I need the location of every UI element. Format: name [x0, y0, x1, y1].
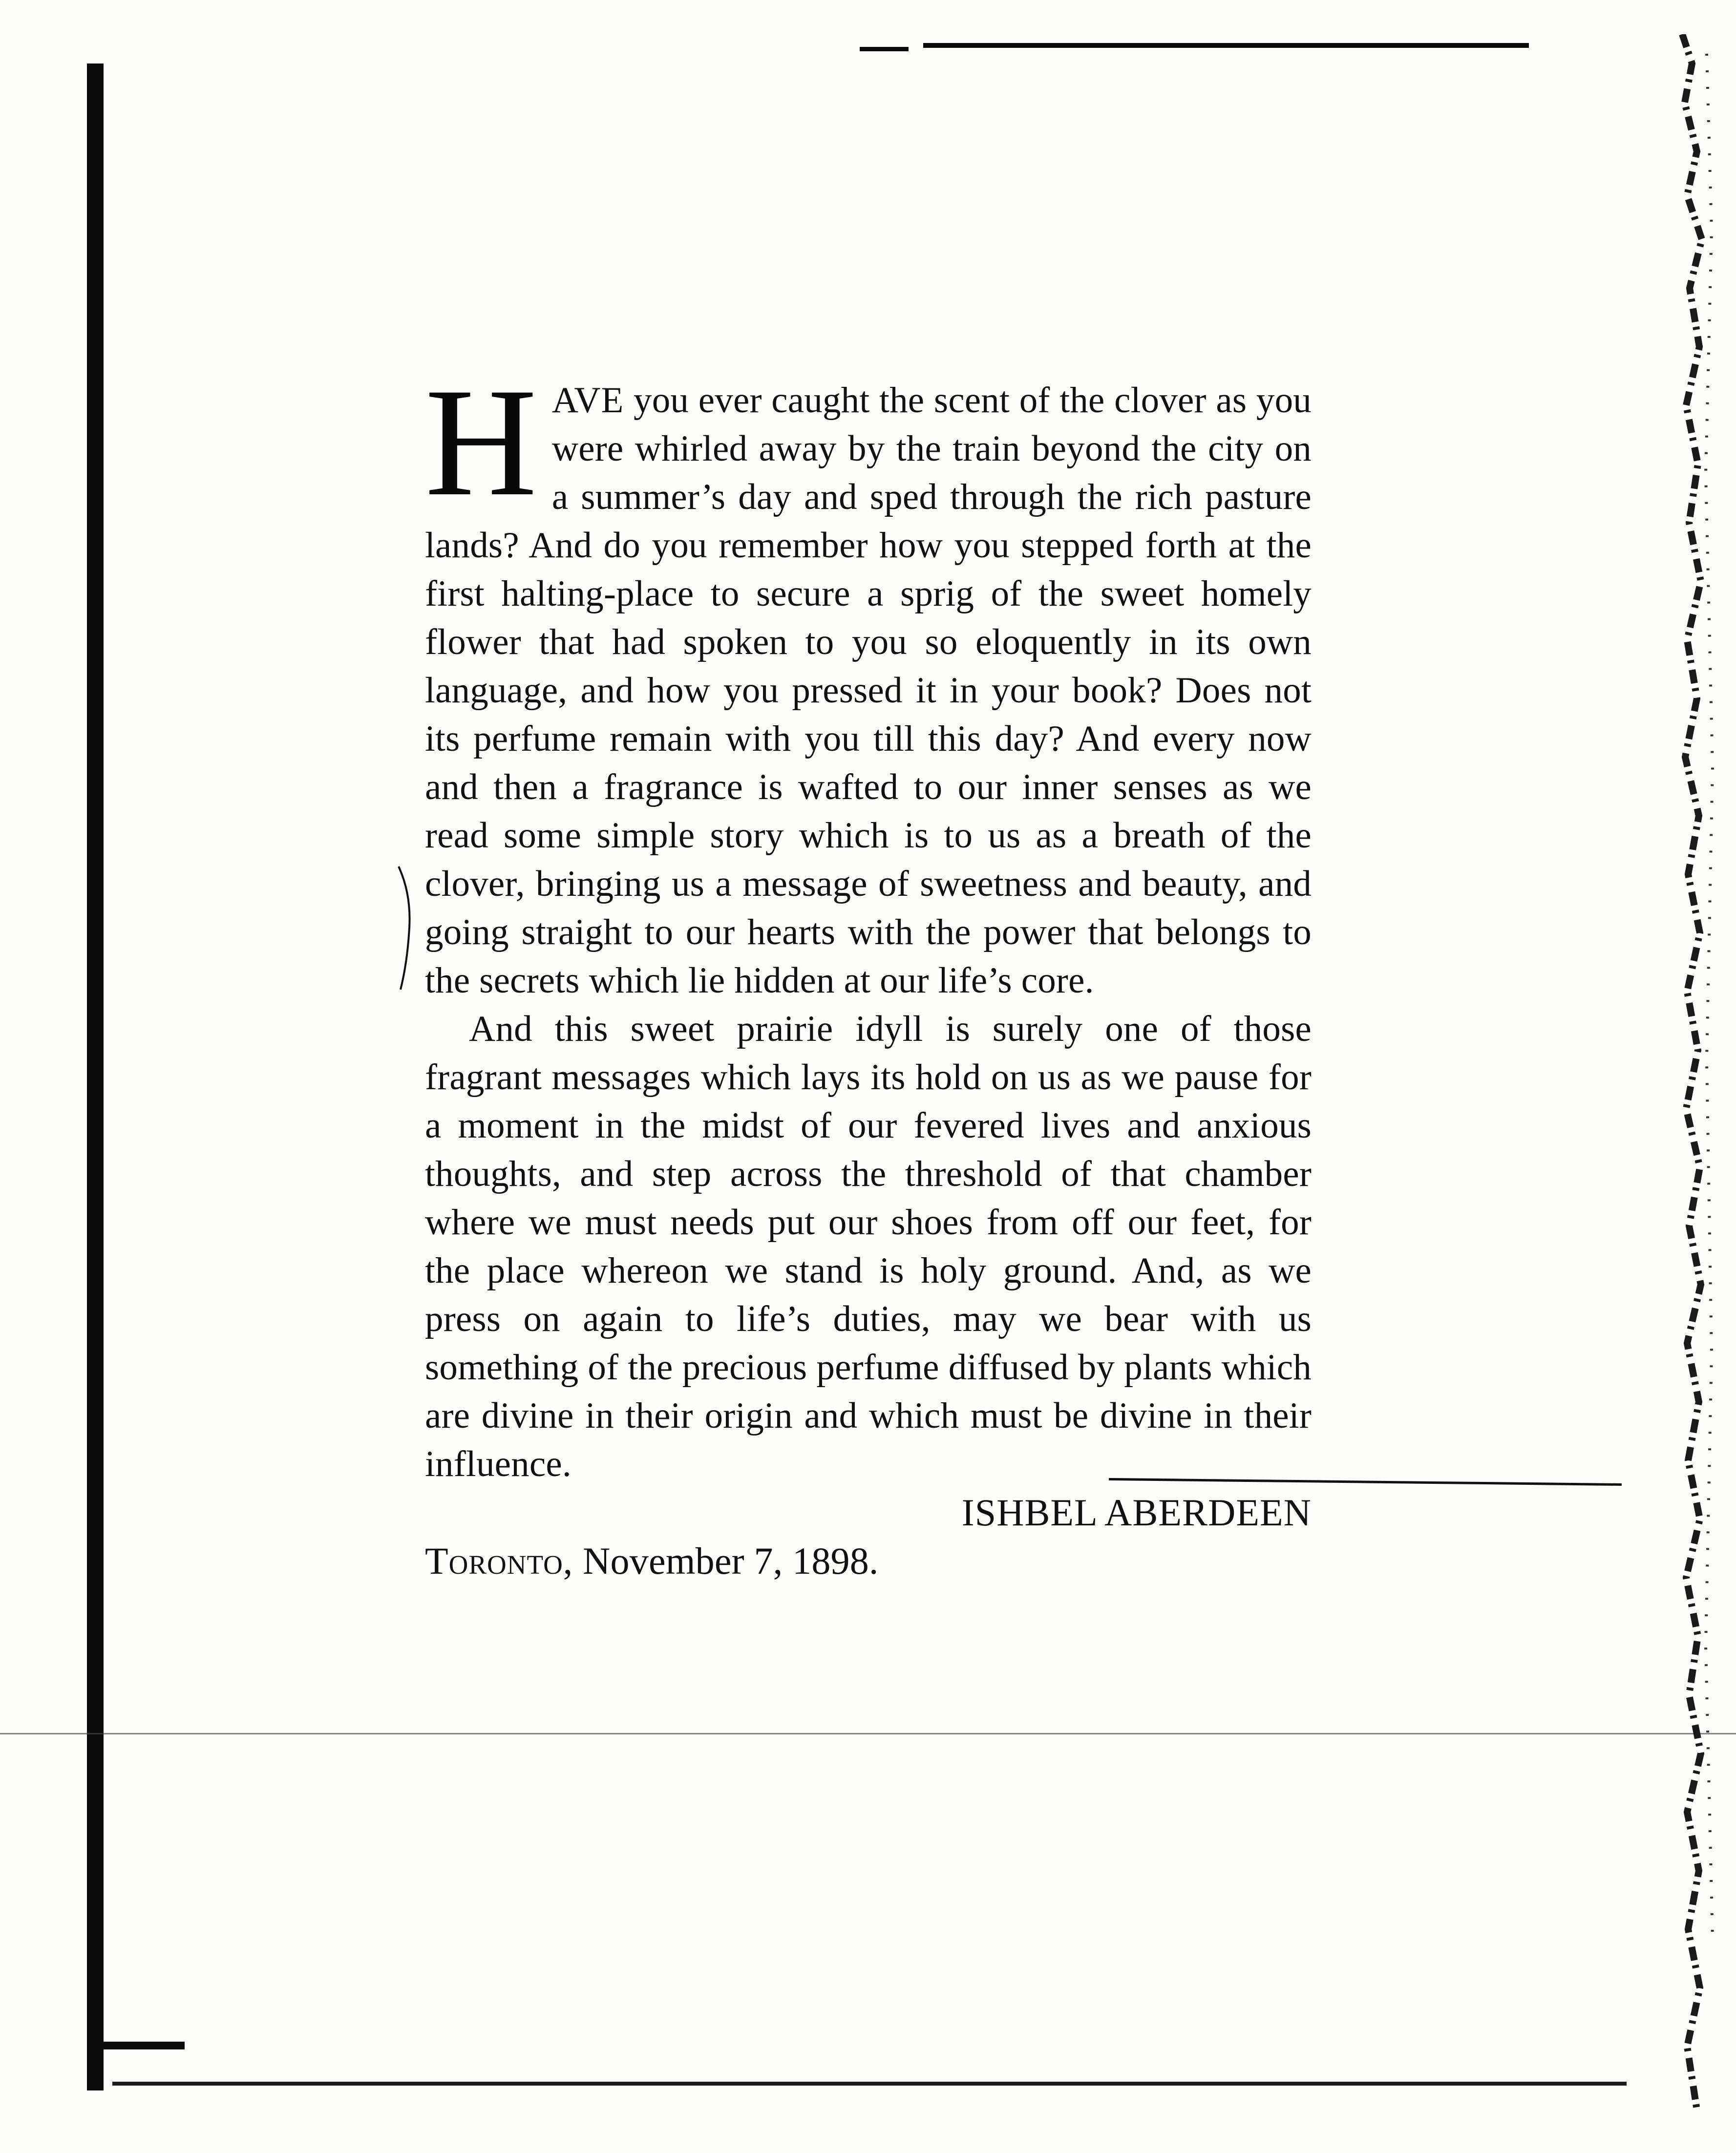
- top-rule: [923, 43, 1529, 48]
- bottom-rule: [112, 2082, 1627, 2086]
- pencil-bracket-mark: [397, 865, 416, 992]
- torn-right-edge: [1638, 34, 1736, 2110]
- top-rule-fragment: [860, 47, 909, 51]
- dateline: [425, 1537, 1312, 1585]
- paragraph-1-text: you ever caught the scent of the clover as you were whirled away by the train beyond the city on a summer’s day and sped through the rich pasture lands? And do you remember how you stepped forth at the first halting-place to secure a sprig of the sweet homely flower that had spoken to you so eloquently in its own language, and how you pressed it in your book? Does not its perfume remain with you till this day? And every now and then a fragrance is wafted to our inner senses as we read some simple story which is to us as a breath of the clover, bringing us a message of sweetness and beauty, and going straight to our hearts with the power that belongs to the secrets which lie hidden at our life’s core.: [425, 380, 1312, 1001]
- drop-cap: H: [425, 356, 537, 528]
- binding-rule-foot: [87, 2042, 185, 2049]
- signature: ISHBEL ABERDEEN: [961, 1491, 1312, 1534]
- preface-text: [425, 356, 1312, 1585]
- fold-line: [0, 1733, 1736, 1734]
- paragraph-1: [425, 356, 1312, 1005]
- dateline-date: November 7, 1898.: [573, 1540, 879, 1582]
- dateline-place: Toronto,: [425, 1540, 573, 1582]
- paragraph-2: And this sweet prairie idyll is surely one of those fragrant messages which lays its hold on us as we pause for a moment in the midst of our fevered lives and anxious thoughts, and step across the threshold of that chamber where we must needs put our shoes from off our feet, for the place whereon we stand is holy ground. And, as we press on again to life’s duties, may we bear with us something of the precious perfume diffused by plants which are divine in their origin and which must be divine in their influence.: [425, 1009, 1312, 1484]
- binding-rule: [87, 63, 104, 2090]
- first-word-lead: AVE: [551, 380, 624, 421]
